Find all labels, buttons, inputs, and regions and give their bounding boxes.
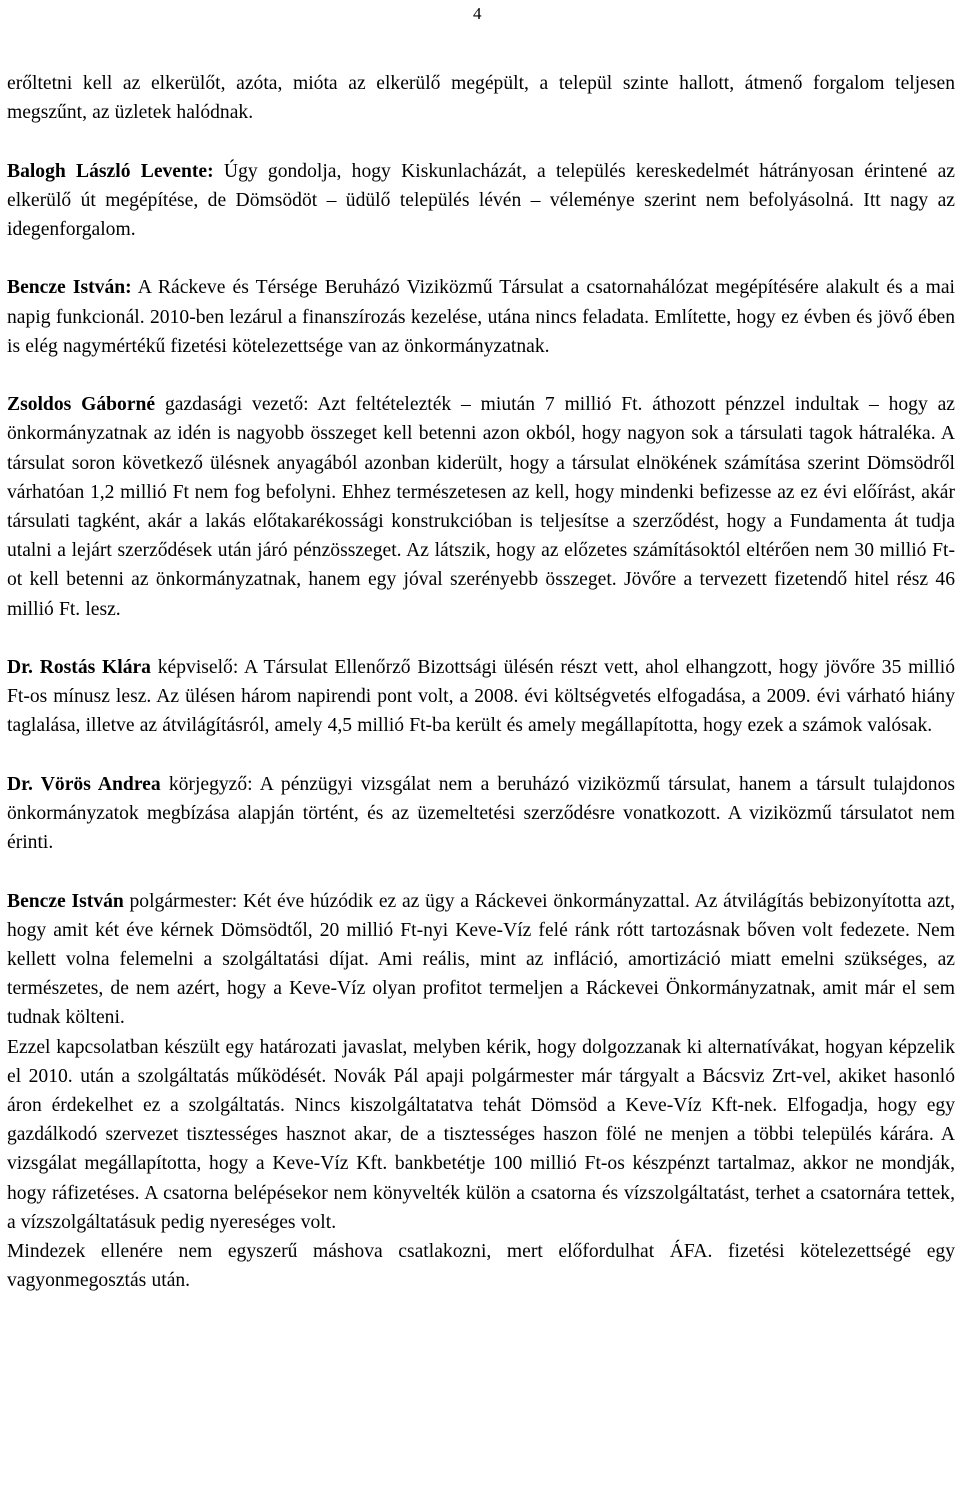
- paragraph-rostas: [7, 653, 955, 741]
- paragraph-text: képviselő: A Társulat Ellenőrző Bizottsági ülésén részt vett, ahol elhangzott, hogy jövőre 35 millió Ft-os mínusz lesz. Az ülésen három napirendi pont volt, a 2008. évi költségvetés elfogadása, a 2009. évi várható hiány taglalása, illetve az átvilágításról, amely 4,5 millió Ft-ba került és amely megállapította, hogy ezek a számok valósak.: [7, 657, 955, 737]
- speaker-name: Zsoldos Gáborné: [7, 394, 156, 416]
- paragraph-zsoldos: [7, 390, 955, 624]
- speaker-name: Bencze István:: [7, 277, 132, 299]
- speaker-name: Bencze István: [7, 890, 124, 912]
- paragraph-text: gazdasági vezető: Azt feltételezték – miután 7 millió Ft. áthozott pénzzel indultak – hogy az önkormányzatnak az idén is nagyobb összeget kell betenni azon okból, hogy nagyon sok a társulati tagok hátraléka. A társulat soron következő ülésnek anyagából azonban kiderült, hogy a társulat elnökének számítása szerint Dömsödről várhatóan 1,2 millió Ft nem fog befolyni. Ehhez természetesen az kell, hogy mindenki befizesse az ez évi előírást, akár társulati tagként, akár a lakás előtakarékossági konstrukcióban is teljesítse a szerződést, hogy a Fundamenta át tudja utalni a lejárt szerződések után járó pénzösszeget. Az látszik, hogy az előzetes számításoktól eltérően nem 30 millió Ft-ot kell betenni az önkormányzatnak, hanem egy jóval szerényebb összeget. Jövőre a tervezett fizetendő hitel rész 46 millió Ft. lesz.: [7, 394, 955, 620]
- paragraph-bencze-2-closing: [7, 1237, 955, 1295]
- paragraph-text: A Ráckeve és Térsége Beruházó Viziközmű Társulat a csatornahálózat megépítésére alakult és a mai napig funkcionál. 2010-ben lezárul a finanszírozás kezelése, utána nincs feladata. Említette, hogy ez évben és jövő ében is elég nagymértékű fizetési kötelezettsége van az önkormányzatnak.: [7, 277, 955, 357]
- paragraph-bencze-2-continuation: [7, 1033, 955, 1237]
- paragraph-text: Ezzel kapcsolatban készült egy határozati javaslat, melyben kérik, hogy dolgozzanak ki alternatívákat, hogyan képzelik el 2010. után a szolgáltatás működését. Novák Pál apaji polgármester már tárgyalt a Bácsviz Zrt-vel, akiket hasonló áron érdekelhet ez a szolgáltatás. Nincs kiszolgáltatatva tehát Dömsöd a Keve-Víz Kft-nek. Elfogadja, hogy egy gazdálkodó szervezet tisztességes hasznot akar, de a tisztességes haszon fölé ne menjen a többi település kárára. A vizsgálat megállapította, hogy a Keve-Víz Kft. bankbetétje 100 millió Ft-os készpénzt tartalmaz, akkor ne mondják, hogy ráfizetéses. A csatorna belépésekor nem könyvelték külön a csatorna és vízszolgáltatást, terhet a csatornára tettek, a vízszolgáltatásuk pedig nyereséges volt.: [7, 1036, 955, 1233]
- document-body: [7, 69, 955, 1295]
- paragraph-balogh: [7, 157, 955, 245]
- paragraph-text: erőltetni kell az elkerülőt, azóta, mióta az elkerülő megépült, a települ szinte hallott, átmenő forgalom teljesen megszűnt, az üzletek halódnak.: [7, 73, 955, 124]
- paragraph-intro-continuation: [7, 69, 955, 127]
- paragraph-bencze-2: [7, 887, 955, 1033]
- paragraph-text: Mindezek ellenére nem egyszerű máshova csatlakozni, mert előfordulhat ÁFA. fizetési kötelezettségé egy vagyonmegosztás után.: [7, 1241, 955, 1292]
- speaker-name: Balogh László Levente:: [7, 160, 214, 182]
- speaker-name: Dr. Vörös Andrea: [7, 773, 161, 795]
- paragraph-bencze-1: [7, 273, 955, 361]
- paragraph-voros: [7, 770, 955, 858]
- paragraph-text: Úgy gondolja, hogy Kiskunlacházát, a település kereskedelmét hátrányosan érintené az elkerülő út megépítése, de Dömsödöt – üdülő település lévén – véleménye szerint nem befolyásolná. Itt nagy az idegenforgalom.: [7, 160, 955, 240]
- paragraph-text: körjegyző: A pénzügyi vizsgálat nem a beruházó viziközmű társulat, hanem a társult tulajdonos önkormányzatok megbízása alapján történt, és az üzemeltetési szerződésre vonatkozott. A viziközmű társulatot nem érinti.: [7, 773, 955, 854]
- page-number: 4: [473, 4, 482, 23]
- paragraph-text: polgármester: Két éve húzódik ez az ügy a Ráckevei önkormányzattal. Az átvilágítás bebizonyította azt, hogy amit két éve kérnek Dömsödtől, 20 millió Ft-nyi Keve-Víz felé ránk rótt tartozásnak bőven volt fedezete. Nem kellett volna felemelni a szolgáltatási díjat. Ami reális, mint az infláció, amortizáció miatt emelni szükséges, az természetes, de nem azért, hogy a Keve-Víz olyan profitot termeljen a Ráckevei Önkormányzatnak, amit már el sem tudnak költeni.: [7, 890, 955, 1029]
- speaker-name: Dr. Rostás Klára: [7, 657, 151, 678]
